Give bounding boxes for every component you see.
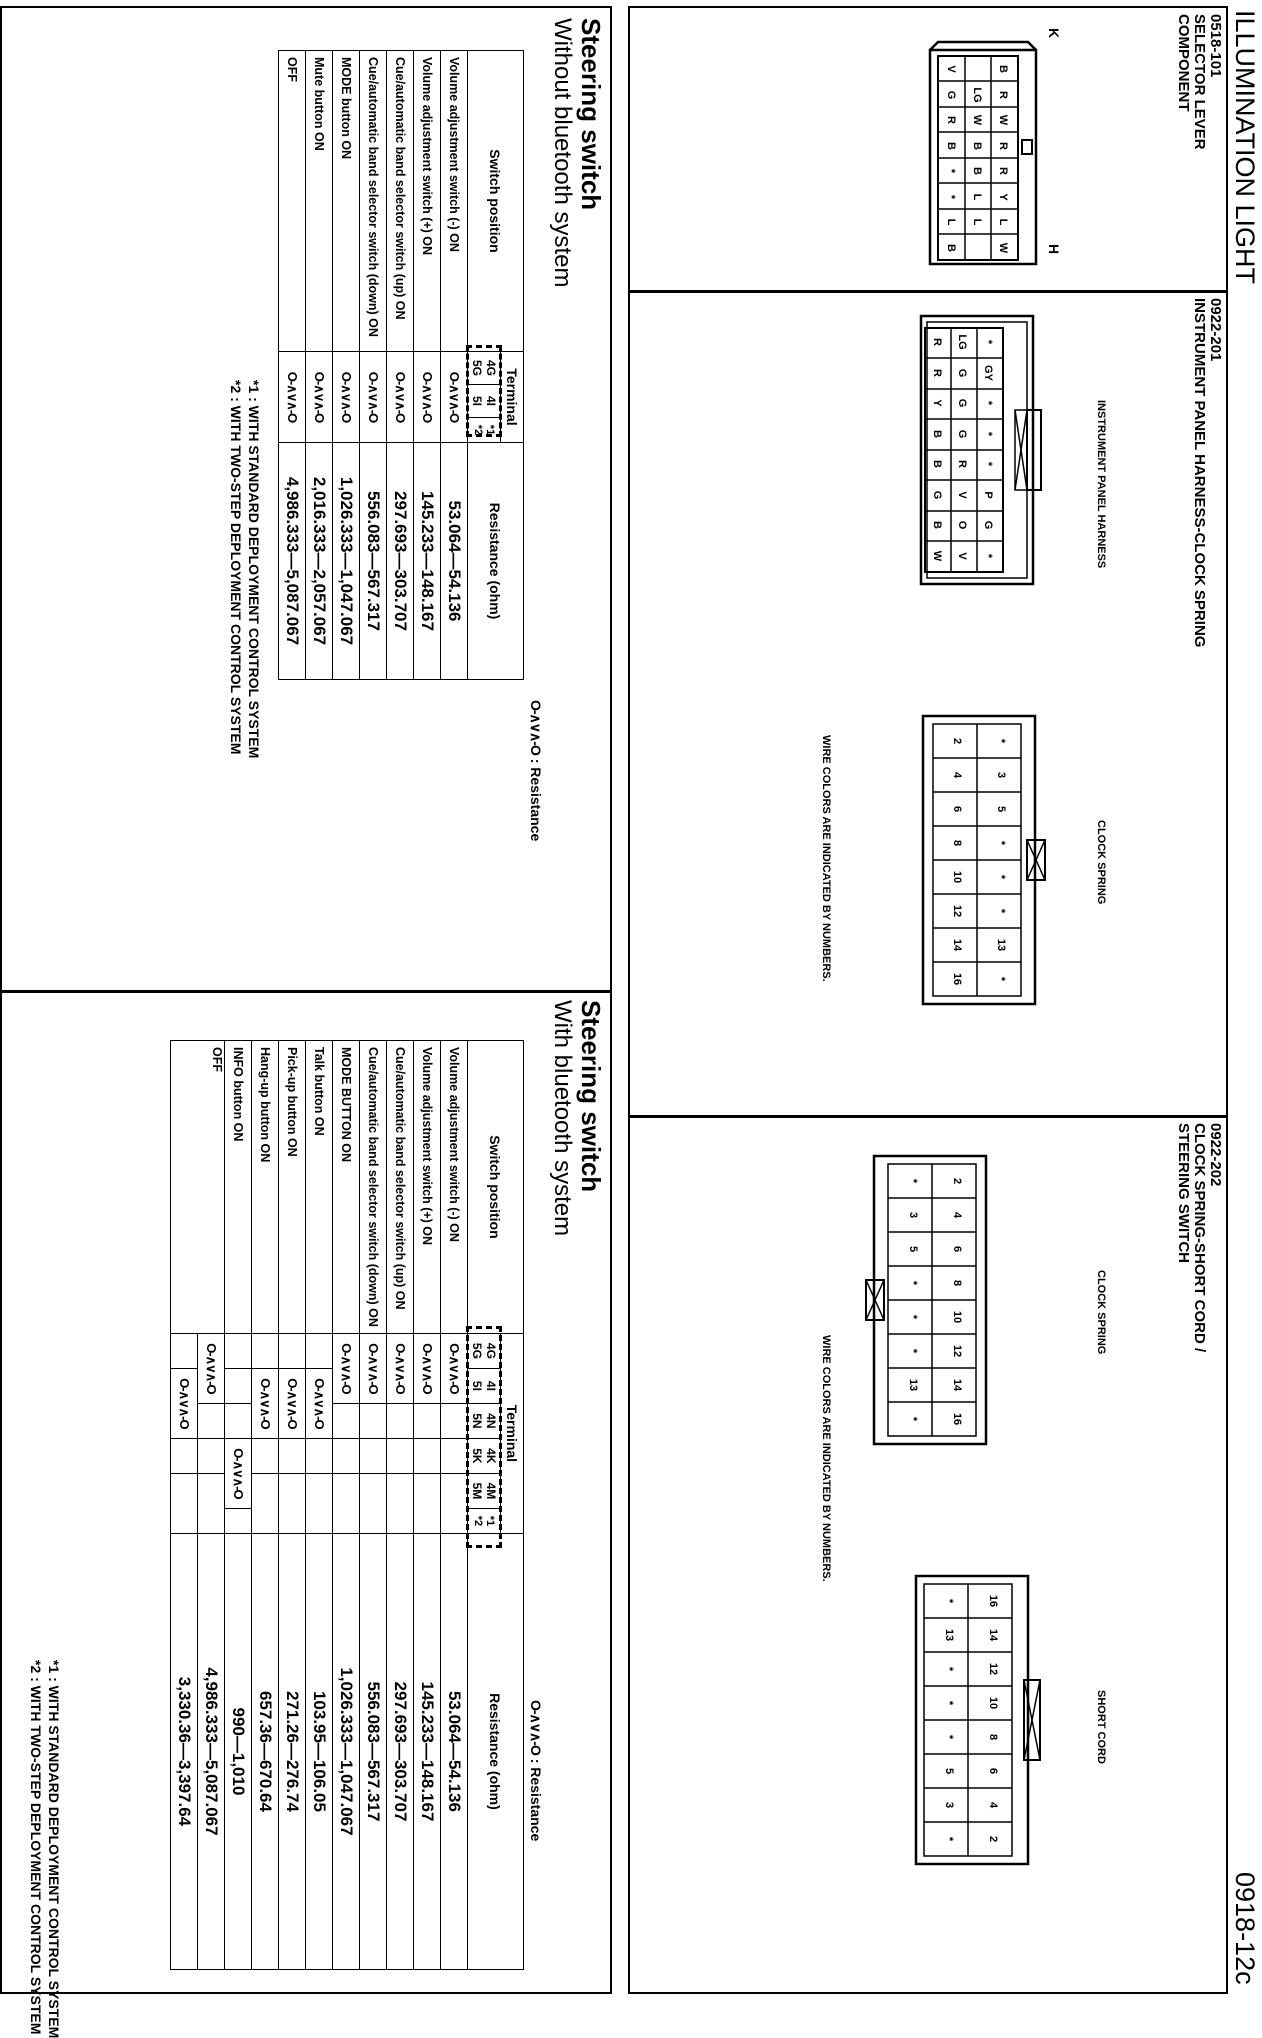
page-title: ILLUMINATION LIGHT <box>1230 10 1260 285</box>
terminal-bottom: 5N <box>470 1413 484 1429</box>
clock-spring-pin: * <box>907 1314 920 1320</box>
continuity-mark: O-∧∨∧-O <box>306 352 333 443</box>
footnote: *1 : WITH STANDARD DEPLOYMENT CONTROL SYSTEM <box>246 380 262 759</box>
divider-2 <box>628 1115 1228 1118</box>
short-cord-pin: * <box>943 1734 956 1740</box>
resistance-value: 297.693—303.707 <box>387 443 414 680</box>
resistance-value: 1,026.333—1,047.067 <box>333 443 360 680</box>
switch-position-label: OFF <box>279 51 306 352</box>
clock-spring-pin: 4 <box>951 1211 964 1219</box>
table-row <box>333 51 360 680</box>
short-cord-pin: 10 <box>987 1696 1000 1710</box>
clock-spring-pin: * <box>995 976 1008 982</box>
terminal-top: 4G <box>484 359 498 376</box>
resistance-value: 103.95—106.05 <box>306 1533 333 1969</box>
clock-spring-pin: * <box>995 738 1008 744</box>
connector-name: SELECTOR LEVER <box>1191 14 1208 150</box>
short-cord-pin: 12 <box>987 1662 1000 1676</box>
continuity-mark: O-∧∨∧-O <box>387 1333 414 1403</box>
clock-spring-pin: 13 <box>907 1378 920 1392</box>
resistance-value: 556.083—567.317 <box>360 1533 387 1969</box>
continuity-mark: O-∧∨∧-O <box>333 1333 360 1403</box>
short-cord-pin: * <box>943 1666 956 1672</box>
selector-pin: G <box>945 90 958 100</box>
ip-pin: G <box>956 398 969 408</box>
resistance-legend-text: : Resistance <box>528 1758 544 1842</box>
table-row <box>360 1041 387 1970</box>
terminal-dashed-box <box>466 345 502 437</box>
page-code: 0918-12c <box>1230 1872 1260 1985</box>
switch-position-label: Cue/automatic band selector switch (up) ON <box>387 51 414 352</box>
ip-pin: G <box>931 490 944 500</box>
selector-pin: B <box>971 142 984 150</box>
connector-code: 0518-101 <box>1207 14 1224 78</box>
clock-spring-pin: 12 <box>951 904 964 918</box>
table-title: Steering switch <box>576 1000 606 1193</box>
resistance-value: 2,016.333—2,057.067 <box>306 443 333 680</box>
ip-pin: B <box>931 460 944 468</box>
clock-spring-pin: * <box>907 1416 920 1422</box>
col-resistance: Resistance (ohm) <box>468 443 524 680</box>
switch-position-label: OFF <box>171 1041 225 1334</box>
ip-pin: W <box>931 550 944 562</box>
ip-pin: G <box>956 368 969 378</box>
col-terminal: Terminal <box>501 352 524 443</box>
marker-top: *1 <box>484 424 496 436</box>
col-switch-position: Switch position <box>468 51 524 352</box>
resistance-value: 271.26—276.74 <box>279 1533 306 1969</box>
footnote: *2 : WITH TWO-STEP DEPLOYMENT CONTROL SYSTEM <box>28 1660 44 2035</box>
switch-position-label: Volume adjustment switch (+) ON <box>414 51 441 352</box>
switch-position-label: MODE BUTTON ON <box>333 1041 360 1334</box>
short-cord-pin: * <box>943 1700 956 1706</box>
selector-pin: * <box>945 168 958 174</box>
switch-position-label: Hang-up button ON <box>252 1041 279 1334</box>
resistance-value: 657.36—670.64 <box>252 1533 279 1969</box>
continuity-mark: O-∧∨∧-O <box>441 352 468 443</box>
continuity-mark: O-∧∨∧-O <box>333 352 360 443</box>
table-row <box>306 1041 333 1970</box>
clock-spring-pin: * <box>995 874 1008 880</box>
ip-pin: LG <box>956 334 969 350</box>
connector-name: CLOCK SPRING-SHORT CORD / <box>1191 1123 1208 1353</box>
continuity-mark: O-∧∨∧-O <box>387 352 414 443</box>
ip-pin: R <box>931 369 944 377</box>
selector-pin: L <box>945 218 958 226</box>
table-row <box>252 1041 279 1970</box>
clock-spring-pin: 13 <box>995 938 1008 952</box>
selector-pin: LG <box>971 87 984 103</box>
switch-position-label: INFO button ON <box>225 1041 252 1334</box>
ip-pin: R <box>931 338 944 346</box>
side-label-h: H <box>1046 244 1062 255</box>
ip-pin: * <box>982 339 995 345</box>
short-cord-pin: 3 <box>943 1801 956 1809</box>
continuity-mark: O-∧∨∧-O <box>360 352 387 443</box>
continuity-mark: O-∧∨∧-O <box>279 1368 306 1438</box>
selector-pin: W <box>997 242 1010 254</box>
clock-spring-pin: 10 <box>951 870 964 884</box>
continuity-mark: O-∧∨∧-O <box>306 1368 333 1438</box>
resistance-value: 145.233—148.167 <box>414 1533 441 1969</box>
clock-spring-connector-icon <box>862 1150 992 1450</box>
clock-spring-pin: 16 <box>951 1412 964 1426</box>
switch-position-label: Mute button ON <box>306 51 333 352</box>
resistance-value: 556.083—567.317 <box>360 443 387 680</box>
continuity-mark: O-∧∨∧-O <box>360 1333 387 1403</box>
short-cord-pin: * <box>943 1598 956 1604</box>
ip-harness-label: INSTRUMENT PANEL HARNESS <box>1095 400 1107 569</box>
short-cord-pin: 2 <box>987 1835 1000 1843</box>
selector-pin: R <box>997 91 1010 99</box>
ip-pin: Y <box>931 399 944 407</box>
selector-pin: V <box>945 65 958 73</box>
footnote: *2 : WITH TWO-STEP DEPLOYMENT CONTROL SYSTEM <box>228 380 244 755</box>
resistance-value: 53.064—54.136 <box>441 1533 468 1969</box>
resistance-value: 4,986.333—5,087.067 <box>279 443 306 680</box>
clock-spring-label: CLOCK SPRING <box>1095 1270 1107 1355</box>
terminal-dashed-box <box>466 1326 502 1548</box>
marker-bottom: *2 <box>472 1515 484 1527</box>
short-cord-pin: 13 <box>943 1628 956 1642</box>
ip-pin: O <box>956 520 969 530</box>
marker-bottom: *2 <box>472 424 484 436</box>
resistance-value: 145.233—148.167 <box>414 443 441 680</box>
clock-spring-pin: * <box>907 1348 920 1354</box>
clock-spring-pin: 16 <box>951 972 964 986</box>
ip-pin: * <box>982 431 995 437</box>
clock-spring-pin: 2 <box>951 1177 964 1185</box>
clock-spring-pin: 8 <box>951 839 964 847</box>
continuity-mark: O-∧∨∧-O <box>441 1333 468 1403</box>
clock-spring-pin: 12 <box>951 1344 964 1358</box>
terminal-bottom: 5G <box>470 359 484 376</box>
resistance-value: 1,026.333—1,047.067 <box>333 1533 360 1969</box>
selector-pin: B <box>945 244 958 252</box>
resistance-value: 3,330.36—3,397.64 <box>171 1533 198 1969</box>
short-cord-pin: 8 <box>987 1733 1000 1741</box>
switch-position-label: Volume adjustment switch (+) ON <box>414 1041 441 1334</box>
switch-position-label: Cue/automatic band selector switch (up) ON <box>387 1041 414 1334</box>
resistance-legend-text: : Resistance <box>528 758 544 842</box>
resistance-value: 53.064—54.136 <box>441 443 468 680</box>
terminal-top: 4G <box>484 1342 498 1359</box>
table-row <box>441 51 468 680</box>
short-cord-pin: 6 <box>987 1767 1000 1775</box>
clock-spring-pin: 5 <box>907 1245 920 1253</box>
terminal-bottom: 5I <box>470 395 484 406</box>
connector-name: INSTRUMENT PANEL HARNESS-CLOCK SPRING <box>1191 298 1208 648</box>
ip-pin: G <box>956 429 969 439</box>
short-cord-pin: 14 <box>987 1628 1000 1642</box>
selector-pin: L <box>971 193 984 201</box>
table-row <box>198 1041 225 1970</box>
terminal-top: 4N <box>484 1413 498 1429</box>
clock-spring-pin: 3 <box>995 771 1008 779</box>
resistance-symbol: O-∧∨∧-O <box>528 1700 544 1755</box>
wire-color-note: WIRE COLORS ARE INDICATED BY NUMBERS. <box>820 735 832 982</box>
ip-pin: GY <box>982 365 995 381</box>
switch-position-label: Pick-up button ON <box>279 1041 306 1334</box>
terminal-top: 4I <box>484 395 498 406</box>
short-cord-pin: 5 <box>943 1767 956 1775</box>
wire-color-note: WIRE COLORS ARE INDICATED BY NUMBERS. <box>820 1335 832 1582</box>
selector-pin: B <box>945 142 958 150</box>
continuity-mark: O-∧∨∧-O <box>414 352 441 443</box>
ip-pin: B <box>931 521 944 529</box>
clock-spring-label: CLOCK SPRING <box>1095 820 1107 905</box>
short-cord-pin: 4 <box>987 1801 1000 1809</box>
terminal-bottom: 5G <box>470 1342 484 1359</box>
divider-1 <box>628 290 1228 293</box>
table-row <box>225 1041 252 1970</box>
switch-position-label: Volume adjustment switch (-) ON <box>441 51 468 352</box>
col-resistance: Resistance (ohm) <box>468 1533 524 1969</box>
clock-spring-connector-icon <box>917 710 1047 1010</box>
clock-spring-pin: * <box>907 1178 920 1184</box>
terminal-bottom: 5M <box>470 1482 484 1500</box>
continuity-mark: O-∧∨∧-O <box>225 1438 252 1508</box>
switch-position-label: Volume adjustment switch (-) ON <box>441 1041 468 1334</box>
table-subtitle: With bluetooth system <box>549 1000 576 1237</box>
clock-spring-pin: * <box>995 908 1008 914</box>
table-row <box>387 51 414 680</box>
selector-pin: L <box>971 218 984 226</box>
ip-pin: R <box>956 460 969 468</box>
ip-pin: * <box>982 400 995 406</box>
ip-pin: G <box>982 520 995 530</box>
short-cord-pin: 16 <box>987 1594 1000 1608</box>
clock-spring-pin: 6 <box>951 805 964 813</box>
ip-pin: B <box>931 430 944 438</box>
switch-position-label: Talk button ON <box>306 1041 333 1334</box>
short-cord-pin: * <box>943 1836 956 1842</box>
footnote: *1 : WITH STANDARD DEPLOYMENT CONTROL SYSTEM <box>46 1660 62 2038</box>
continuity-mark: O-∧∨∧-O <box>252 1368 279 1438</box>
selector-pin: L <box>997 218 1010 226</box>
continuity-mark: O-∧∨∧-O <box>171 1368 198 1438</box>
table-row <box>414 1041 441 1970</box>
terminal-top: 4I <box>484 1380 498 1391</box>
selector-pin: R <box>997 167 1010 175</box>
selector-pin: Y <box>997 193 1010 201</box>
continuity-mark: O-∧∨∧-O <box>279 352 306 443</box>
ip-pin: * <box>982 461 995 467</box>
short-cord-label: SHORT CORD <box>1095 1690 1107 1764</box>
switch-position-label: MODE button ON <box>333 51 360 352</box>
selector-pin: R <box>945 116 958 124</box>
terminal-bottom: 5K <box>470 1448 484 1464</box>
selector-pin: R <box>997 142 1010 150</box>
table-row <box>333 1041 360 1970</box>
connector-name-2: STEERING SWITCH <box>1175 1123 1192 1264</box>
clock-spring-pin: 3 <box>907 1211 920 1219</box>
table-subtitle: Without bluetooth system <box>549 18 576 288</box>
resistance-legend <box>527 1700 544 1841</box>
clock-spring-pin: 14 <box>951 938 964 952</box>
clock-spring-pin: 4 <box>951 771 964 779</box>
resistance-value: 297.693—303.707 <box>387 1533 414 1969</box>
clock-spring-pin: 10 <box>951 1310 964 1324</box>
continuity-mark: O-∧∨∧-O <box>198 1333 225 1403</box>
divider-3 <box>0 990 612 993</box>
terminal-top: 4M <box>484 1482 498 1500</box>
clock-spring-pin: 8 <box>951 1279 964 1287</box>
clock-spring-pin: 2 <box>951 737 964 745</box>
table-row <box>360 51 387 680</box>
resistance-value: 4,986.333—5,087.067 <box>198 1533 225 1969</box>
short-cord-connector-icon <box>902 1570 1042 1870</box>
resistance-legend <box>527 700 544 841</box>
terminal-bottom: 5I <box>470 1380 484 1391</box>
ip-pin: V <box>956 491 969 499</box>
resistance-symbol: O-∧∨∧-O <box>528 700 544 755</box>
terminal-top: 4K <box>484 1448 498 1464</box>
selector-pin: W <box>997 114 1010 126</box>
col-terminal: Terminal <box>501 1333 524 1533</box>
connector-code: 0922-201 <box>1207 298 1224 362</box>
ip-pin: P <box>982 491 995 499</box>
clock-spring-pin: 5 <box>995 805 1008 813</box>
table-row <box>441 1041 468 1970</box>
clock-spring-pin: * <box>995 840 1008 846</box>
clock-spring-pin: * <box>907 1280 920 1286</box>
col-switch-position: Switch position <box>468 1041 524 1334</box>
ip-pin: V <box>956 552 969 560</box>
selector-pin: B <box>971 167 984 175</box>
clock-spring-pin: 6 <box>951 1245 964 1253</box>
marker-top: *1 <box>484 1515 496 1527</box>
resistance-value: 990—1,010 <box>225 1533 252 1969</box>
selector-pin: * <box>945 194 958 200</box>
clock-spring-pin: 14 <box>951 1378 964 1392</box>
table-row <box>279 1041 306 1970</box>
side-label-k: K <box>1046 28 1062 39</box>
table-row <box>279 51 306 680</box>
table-row <box>306 51 333 680</box>
ip-pin: * <box>982 553 995 559</box>
selector-pin: W <box>971 114 984 126</box>
continuity-mark: O-∧∨∧-O <box>414 1333 441 1403</box>
selector-pin: B <box>997 65 1010 73</box>
switch-position-label: Cue/automatic band selector switch (down) ON <box>360 1041 387 1334</box>
connector-name-2: COMPONENT <box>1175 14 1192 112</box>
table-row <box>414 51 441 680</box>
table-row <box>387 1041 414 1970</box>
connector-code: 0922-202 <box>1207 1123 1224 1187</box>
switch-position-label: Cue/automatic band selector switch (down) ON <box>360 51 387 352</box>
table-title: Steering switch <box>576 18 606 211</box>
